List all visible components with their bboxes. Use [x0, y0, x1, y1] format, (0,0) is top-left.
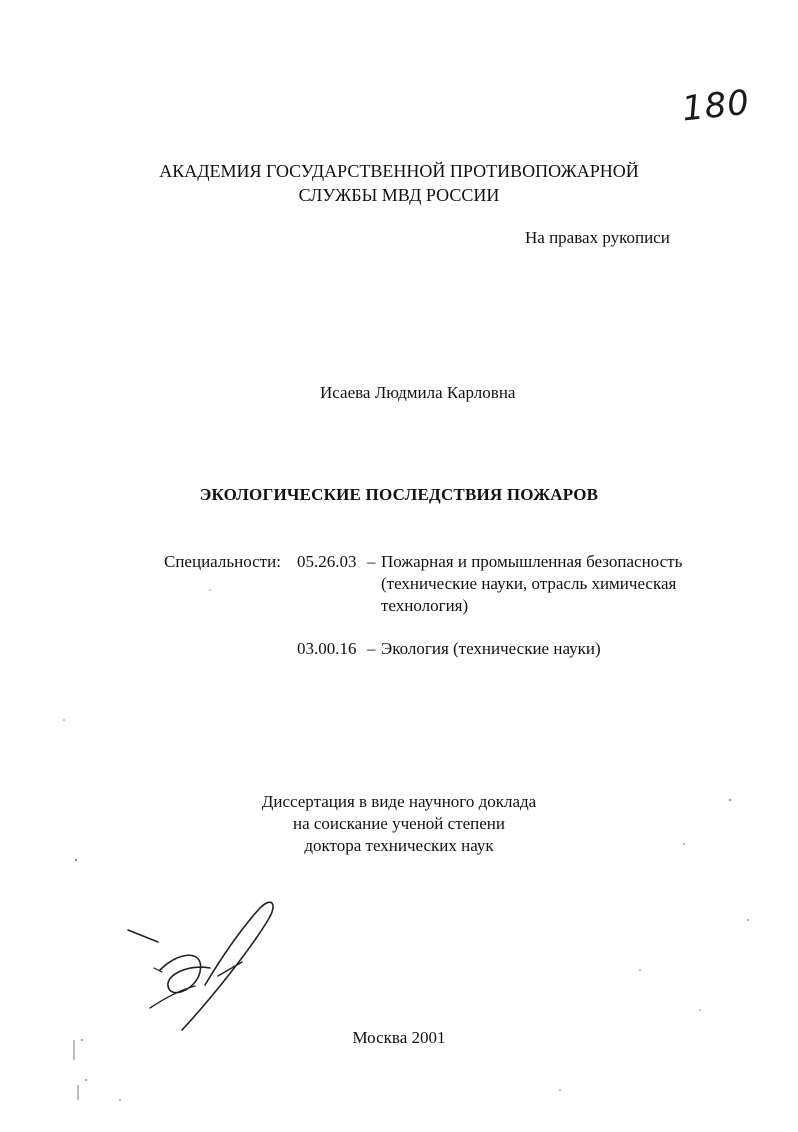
handwritten-signature	[110, 890, 300, 1050]
specialty-1-line-2: (технические науки, отрасль химическая	[381, 574, 677, 593]
specialty-1-line-1: Пожарная и промышленная безопасность	[381, 552, 683, 571]
place-and-year: Москва 2001	[352, 1028, 446, 1047]
author-name: Исаева Людмила Карловна	[320, 383, 516, 402]
specialties-label: Специальности:	[164, 552, 281, 571]
institution-line-1: АКАДЕМИЯ ГОСУДАРСТВЕННОЙ ПРОТИВОПОЖАРНОЙ	[159, 161, 639, 181]
institution-line-2: СЛУЖБЫ МВД РОССИИ	[298, 185, 500, 205]
specialty-code-2: 03.00.16	[297, 639, 357, 658]
specialty-1-line-3: технология)	[381, 596, 469, 615]
degree-line-2: на соискание ученой степени	[292, 814, 506, 833]
specialty-2-line-1: Экология (технические науки)	[381, 639, 601, 658]
dissertation-title: ЭКОЛОГИЧЕСКИЕ ПОСЛЕДСТВИЯ ПОЖАРОВ	[199, 485, 599, 504]
handwritten-page-number: 180	[680, 82, 752, 130]
degree-line-3: доктора технических наук	[304, 836, 494, 855]
manuscript-note: На правах рукописи	[525, 228, 670, 247]
specialty-dash-2: –	[367, 639, 376, 658]
specialty-dash-1: –	[367, 552, 376, 571]
degree-line-1: Диссертация в виде научного доклада	[261, 792, 537, 811]
specialty-code-1: 05.26.03	[297, 552, 357, 571]
